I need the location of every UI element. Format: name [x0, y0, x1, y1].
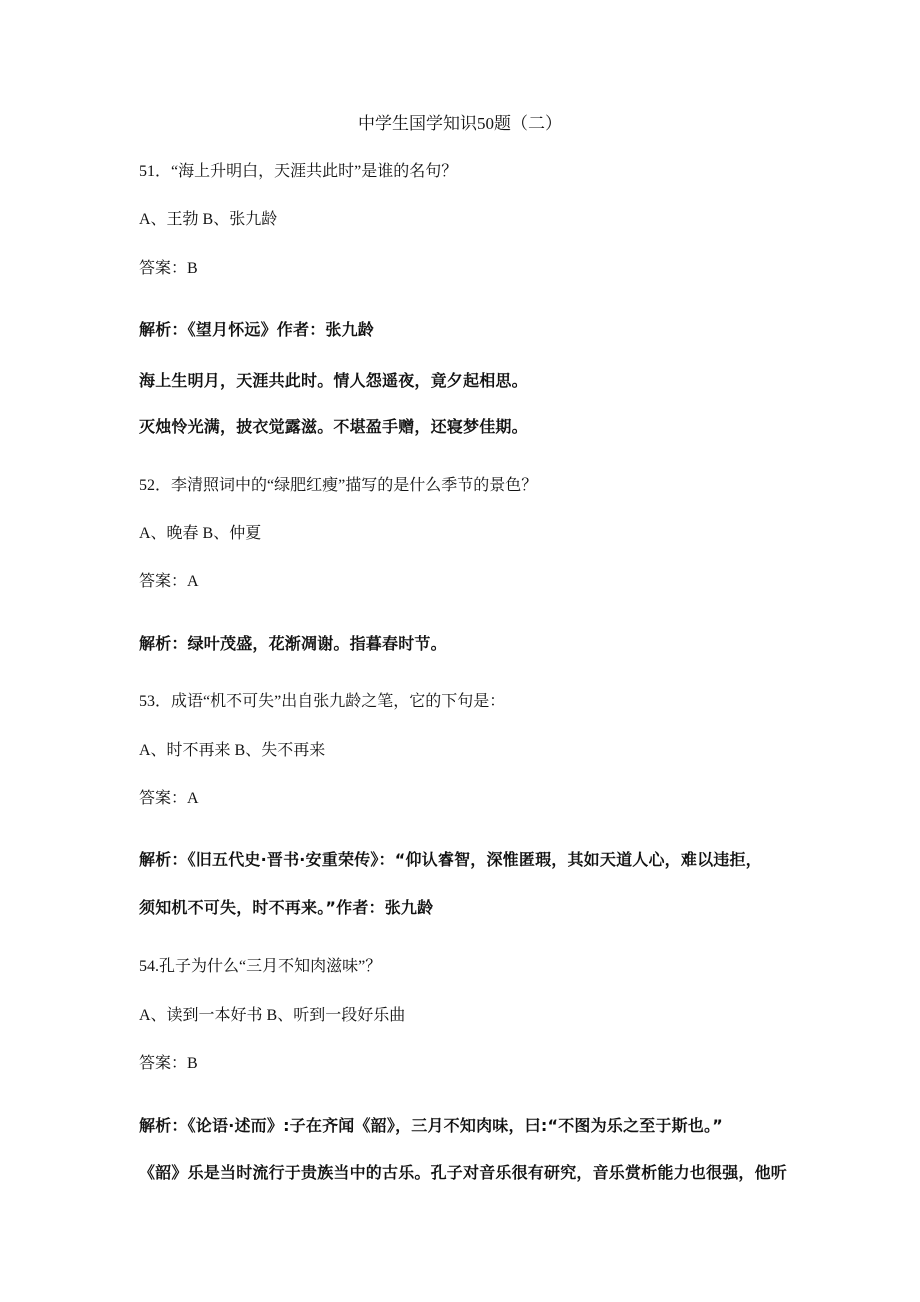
- poem-line-2: 灭烛怜光满，披衣觉露滋。不堪盈手赠，还寝梦佳期。: [139, 417, 528, 436]
- analysis-54: 解析：《论语·述而》:子在齐闻《韶》，三月不知肉味，曰:“不图为乐之至于斯也。”: [139, 1116, 723, 1135]
- analysis-52: 解析：绿叶茂盛，花渐凋谢。指暮春时节。: [139, 634, 447, 653]
- options-52: A、晚春 B、仲夏: [139, 525, 262, 542]
- options-54: A、读到一本好书 B、听到一段好乐曲: [139, 1007, 406, 1024]
- question-51: 51．“海上升明白，天涯共此时”是谁的名句？: [139, 163, 458, 180]
- question-52: 52．李清照词中的“绿肥红瘦”描写的是什么季节的景色？: [139, 477, 538, 494]
- answer-53: 答案：A: [139, 790, 199, 807]
- question-53: 53．成语“机不可失”出自张九龄之笔，它的下句是：: [139, 693, 506, 710]
- analysis-54-cont: 《韶》乐是当时流行于贵族当中的古乐。孔子对音乐很有研究，音乐赏析能力也很强，他听: [139, 1163, 788, 1182]
- answer-52: 答案：A: [139, 573, 199, 590]
- answer-51: 答案：B: [139, 260, 198, 277]
- analysis-51: 解析：《望月怀远》作者：张九龄: [139, 320, 375, 339]
- poem-line-1: 海上生明月，天涯共此时。情人怨遥夜，竟夕起相思。: [139, 371, 528, 390]
- options-51: A、王勃 B、张九龄: [139, 211, 278, 228]
- question-54: 54.孔子为什么“三月不知肉滋味”？: [139, 958, 382, 975]
- options-53: A、时不再来 B、失不再来: [139, 742, 326, 759]
- analysis-53: 解析：《旧五代史·晋书·安重荣传》：“仰认睿智，深惟匿瑕，其如天道人心，难以违拒，: [139, 850, 762, 869]
- answer-54: 答案：B: [139, 1055, 198, 1072]
- analysis-53-cont: 须知机不可失，时不再来。”作者：张九龄: [139, 898, 434, 917]
- document-title: 中学生国学知识50题（二）: [358, 114, 562, 133]
